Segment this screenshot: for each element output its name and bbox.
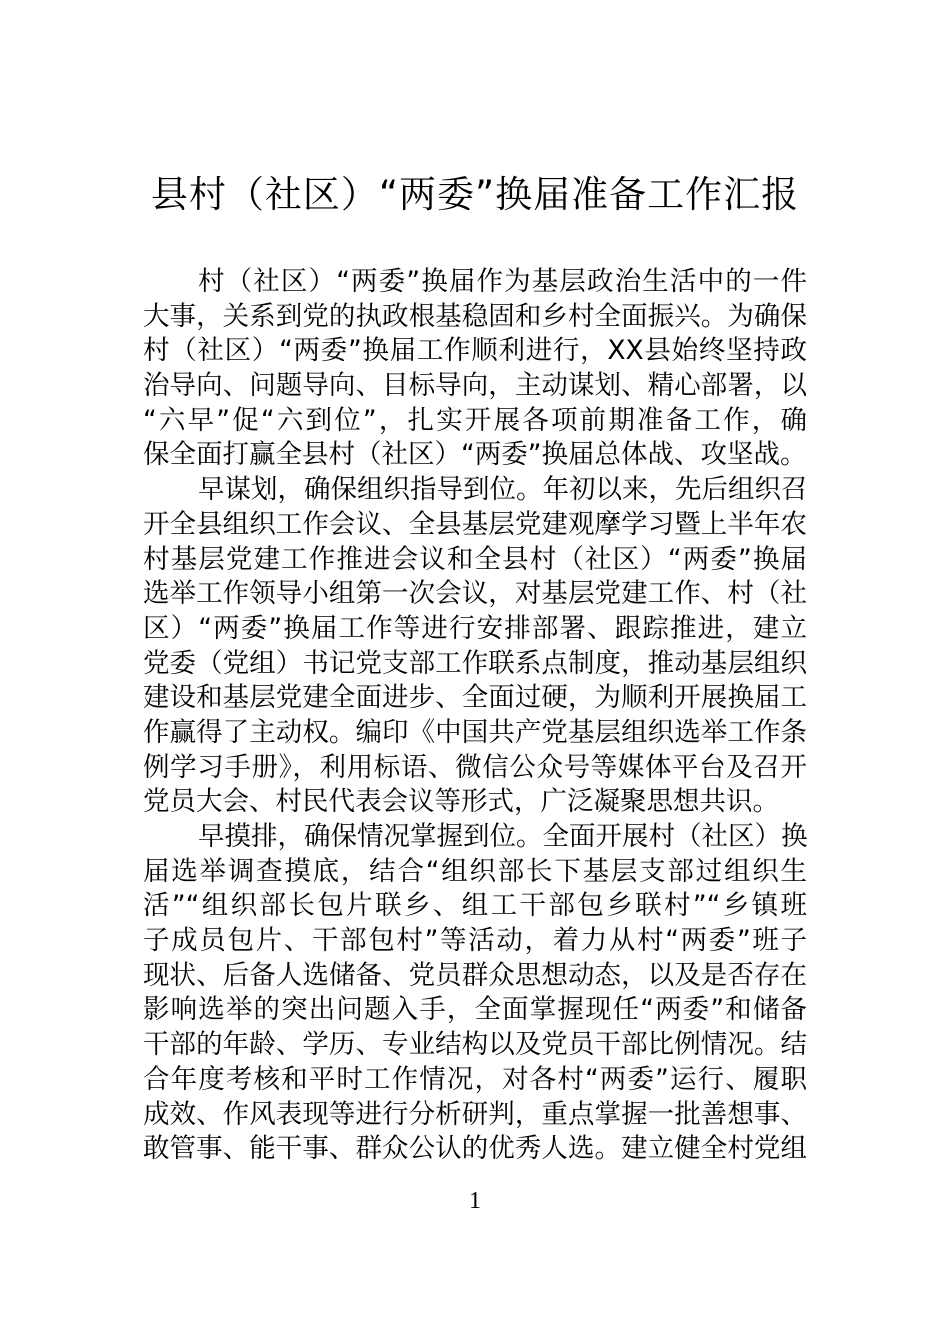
- paragraph-line: 选举工作领导小组第一次会议，对基层党建工作、村（社: [143, 578, 807, 610]
- page-number: 1: [469, 1188, 481, 1214]
- paragraph-line: 村基层党建工作推进会议和全县村（社区）“两委”换届: [143, 543, 807, 575]
- paragraph-line: 届选举调查摸底，结合“组织部长下基层支部过组织生: [143, 855, 807, 887]
- document-body: [143, 265, 807, 1167]
- paragraph-line: 现状、后备人选储备、党员群众思想动态，以及是否存在: [143, 959, 807, 991]
- paragraph: [143, 820, 807, 1167]
- paragraph-line: 成效、作风表现等进行分析研判，重点掌握一批善想事、: [143, 1098, 807, 1130]
- paragraph-line: 建设和基层党建全面进步、全面过硬，为顺利开展换届工: [143, 682, 807, 714]
- document-title: 县村（社区）“两委”换届准备工作汇报: [150, 173, 800, 216]
- paragraph-line: 村（社区）“两委”换届工作顺利进行，XX县始终坚持政: [143, 335, 807, 367]
- paragraph-line: 例学习手册》，利用标语、微信公众号等媒体平台及召开: [143, 751, 807, 783]
- paragraph-line: 保全面打赢全县村（社区）“两委”换届总体战、攻坚战。: [143, 439, 807, 471]
- paragraph: [143, 473, 807, 820]
- paragraph-line: 敢管事、能干事、群众公认的优秀人选。建立健全村党组: [143, 1133, 807, 1165]
- paragraph-line: 影响选举的突出问题入手，全面掌握现任“两委”和储备: [143, 994, 807, 1026]
- paragraph-line: 早摸排，确保情况掌握到位。全面开展村（社区）换: [198, 821, 808, 852]
- paragraph-line: 作赢得了主动权。编印《中国共产党基层组织选举工作条: [143, 716, 807, 748]
- paragraph-line: 党委（党组）书记党支部工作联系点制度，推动基层组织: [143, 647, 807, 679]
- paragraph-line: “六早”促“六到位”，扎实开展各项前期准备工作，确: [143, 404, 807, 436]
- paragraph-line: 治导向、问题导向、目标导向，主动谋划、精心部署，以: [143, 370, 807, 402]
- paragraph-line: 活”“组织部长包片联乡、组工干部包乡联村”“乡镇班: [143, 890, 807, 922]
- paragraph-line: 子成员包片、干部包村”等活动，着力从村“两委”班子: [143, 925, 807, 957]
- paragraph-line: 合年度考核和平时工作情况，对各村“两委”运行、履职: [143, 1063, 807, 1095]
- paragraph-line: 大事，关系到党的执政根基稳固和乡村全面振兴。为确保: [143, 300, 807, 332]
- paragraph-line: 早谋划，确保组织指导到位。年初以来，先后组织召: [198, 474, 808, 506]
- paragraph-line: 村（社区）“两委”换届作为基层政治生活中的一件: [198, 266, 807, 297]
- paragraph-line: 开全县组织工作会议、全县基层党建观摩学习暨上半年农: [143, 508, 807, 540]
- paragraph-line: 干部的年龄、学历、专业结构以及党员干部比例情况。结: [143, 1029, 807, 1061]
- paragraph-line: 党员大会、村民代表会议等形式，广泛凝聚思想共识。: [143, 786, 779, 818]
- paragraph: [143, 265, 807, 473]
- paragraph-line: 区）“两委”换届工作等进行安排部署、跟踪推进，建立: [143, 612, 807, 644]
